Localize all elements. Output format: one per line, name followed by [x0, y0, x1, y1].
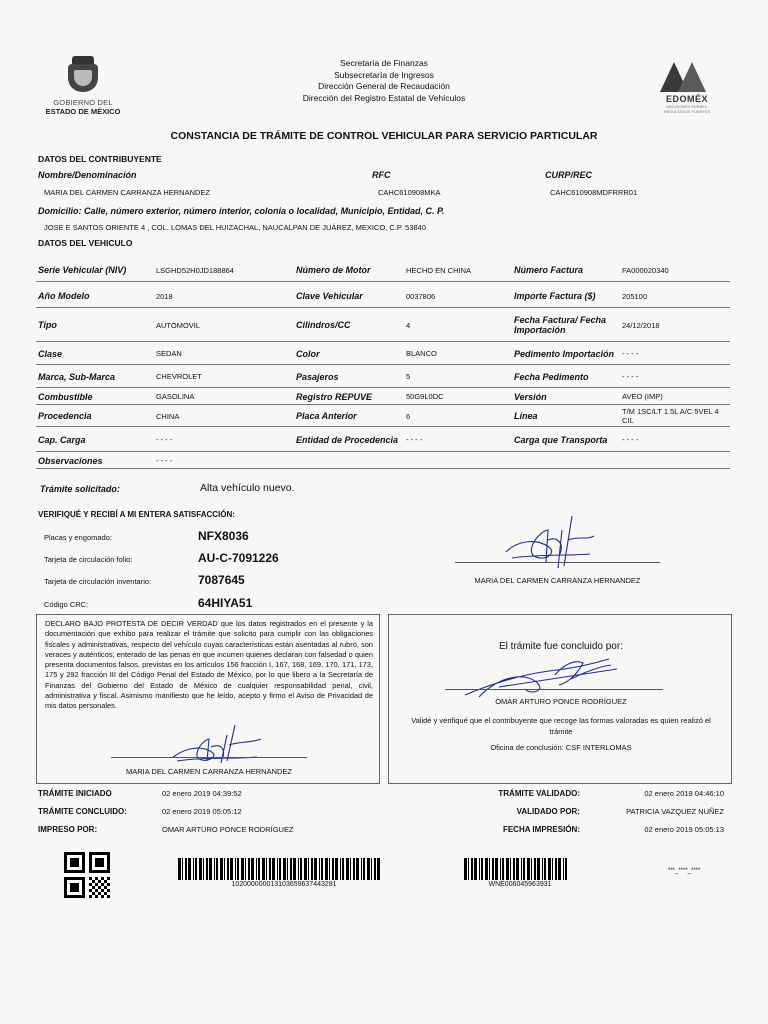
folio-label: Tarjeta de circulación folio:: [44, 555, 133, 564]
domicilio-label: Domicilio: Calle, número exterior, número interior, colonia o localidad, Municipio, Entidad, C. P.: [38, 206, 445, 216]
barcode-bar: [534, 858, 536, 880]
barcode-bar: [227, 858, 229, 880]
barcode-bar: [279, 858, 281, 880]
edomex-mountain-icon: [652, 60, 722, 92]
barcode-bar: [256, 858, 257, 880]
qr-module: [107, 889, 110, 892]
barcode-bar: [523, 858, 525, 880]
vehicle-value: 50G9L0DC: [406, 392, 444, 401]
vehicle-label: Importe Factura ($): [514, 291, 596, 301]
barcode-bar: [220, 858, 223, 880]
barcode-1-text: 10200000001310365963744328​1: [231, 881, 337, 888]
vehicle-label: Placa Anterior: [296, 411, 357, 421]
header-line: Secretaría de Finanzas: [340, 58, 428, 68]
barcode-bar: [188, 858, 191, 880]
declaracion-signature-icon: [167, 721, 267, 767]
barcode-bar: [195, 858, 197, 880]
vehicle-label: Año Modelo: [38, 291, 90, 301]
vehicle-value: - - - -: [156, 435, 173, 444]
impreso-por-value: OMAR ARTURO PONCE RODRÍGUEZ: [162, 825, 294, 834]
tramite-signer: MARIA DEL CARMEN CARRANZA HERNANDEZ: [474, 576, 641, 585]
header-line: Dirección del Registro Estatal de Vehículos: [302, 92, 466, 103]
vehicle-value: 2018: [156, 291, 173, 301]
barcode-bar: [321, 858, 323, 880]
vehicle-label: Marca, Sub-Marca: [38, 371, 116, 382]
name-value: MARIA DEL CARMEN CARRANZA HERNANDEZ: [44, 188, 210, 197]
vehicle-value: AVEO (IMP): [622, 392, 663, 401]
barcode-bar: [329, 858, 330, 880]
declaracion-signer: MARIA DEL CARMEN CARRANZA HERNANDEZ: [126, 767, 292, 776]
barcode-bar: [206, 858, 208, 880]
tramite-validado-label: TRÁMITE VALIDADO:: [498, 789, 580, 798]
barcode-bar: [293, 858, 296, 880]
vehicle-label: Línea: [514, 411, 538, 421]
barcode-bar: [266, 858, 267, 880]
vehicle-value: GASOLINA: [156, 392, 195, 401]
barcode-bar: [237, 858, 239, 880]
barcode-bar: [224, 858, 225, 880]
barcode-bar: [481, 858, 483, 880]
placas-value: NFX8036: [198, 529, 249, 543]
qr-module: [70, 883, 79, 892]
barcode-bar: [485, 858, 488, 880]
brand-tag2: RESULTADOS FUERTES: [663, 109, 711, 114]
vehicle-value: 0037806: [406, 291, 436, 301]
declaracion-box: [36, 614, 380, 784]
barcode-bar: [527, 858, 530, 880]
barcode-bar: [178, 858, 181, 880]
barcode-bar: [558, 858, 561, 880]
barcode-bar: [216, 858, 218, 880]
crc-value: 64HIYA51: [198, 596, 253, 610]
barcode-bar: [531, 858, 532, 880]
qr-module: [70, 858, 79, 867]
barcode-bar: [272, 858, 275, 880]
barcode-bar: [290, 858, 292, 880]
vehicle-value: - - - -: [622, 372, 639, 381]
conclusion-box: [388, 614, 732, 784]
edomex-logo: [652, 60, 722, 114]
barcode-bar: [537, 858, 540, 880]
vehicle-label: Número de Motor: [296, 265, 371, 275]
vehicle-label: Registro REPUVE: [296, 391, 373, 402]
vehicle-label: Carga que Transporta: [514, 434, 608, 445]
qr-module: [107, 895, 110, 898]
inventario-label: Tarjeta de circulación inventario:: [44, 577, 152, 586]
barcode-bar: [502, 858, 504, 880]
vehicle-label: Entidad de Procedencia: [296, 434, 399, 445]
barcode-2-icon: [464, 858, 576, 880]
brand-name: EDOMÉX: [665, 94, 708, 104]
barcode-bar: [308, 858, 309, 880]
barcode-bar: [319, 858, 320, 880]
barcode-1: [178, 858, 390, 888]
barcode-1-icon: [178, 858, 390, 880]
vehicle-value: - - - -: [622, 349, 639, 358]
barcode-bar: [361, 858, 362, 880]
vehicle-label: Combustible: [38, 391, 93, 402]
vehicle-label: Serie Vehicular (NIV): [38, 265, 127, 275]
vehicle-value: HECHO EN CHINA: [406, 265, 472, 275]
barcode-bar: [363, 858, 365, 880]
vehicle-label: Clave Vehicular: [296, 291, 363, 301]
fecha-impresion-label: FECHA IMPRESIÓN:: [502, 825, 580, 834]
barcode-bar: [298, 858, 299, 880]
barcode-bar: [287, 858, 288, 880]
barcode-bar: [374, 858, 376, 880]
document-title: CONSTANCIA DE TRÁMITE DE CONTROL VEHICULAR PARA SERVICIO PARTICULAR: [170, 130, 598, 142]
barcode-bar: [203, 858, 204, 880]
gov-line1: GOBIERNO DEL: [53, 98, 113, 107]
conclusion-title: El trámite fue concluido por:: [499, 641, 623, 652]
fecha-impresion-value: 02 enero 2019 05:05:13: [644, 825, 724, 834]
vehicle-value: - - - -: [406, 435, 423, 444]
barcode-bar: [377, 858, 380, 880]
vehicle-value: CHINA: [156, 411, 180, 421]
barcode-bar: [479, 858, 480, 880]
name-label: Nombre/Denominación: [38, 170, 137, 180]
barcode-bar: [248, 858, 250, 880]
qr-module: [95, 858, 104, 867]
barcode-bar: [350, 858, 351, 880]
barcode-bar: [353, 858, 355, 880]
domicilio-value: JOSE E SANTOS ORIENTE 4 , COL. LOMAS DEL HUIZACHAL, NAUCALPAN DE JUÁREZ, MEXICO, C.P. 53840: [44, 223, 426, 232]
vehicle-label: Pasajeros: [296, 371, 339, 382]
barcode-bar: [495, 858, 498, 880]
rfc-label: RFC: [372, 170, 391, 180]
barcode-bar: [346, 858, 349, 880]
vehicle-value: - - - -: [156, 456, 173, 465]
barcode-bar: [332, 858, 334, 880]
vehicle-value: AUTOMOVIL: [156, 320, 201, 330]
barcode-bar: [251, 858, 254, 880]
placas-label: Placas y engomado:: [44, 533, 112, 542]
barcode-bar: [500, 858, 501, 880]
vehicle-label: Cilindros/CC: [296, 320, 351, 330]
qr-module: [101, 895, 104, 898]
section-contribuyente: DATOS DEL CONTRIBUYENTE: [38, 154, 162, 164]
barcode-bar: [277, 858, 278, 880]
barcode-bar: [182, 858, 183, 880]
brand-tag1: DECISIONES FIRMES,: [665, 104, 708, 109]
tramite-concluido-label: TRÁMITE CONCLUIDO:: [38, 807, 127, 816]
barcode-bar: [245, 858, 246, 880]
barcode-bar: [548, 858, 551, 880]
folio-value: AU-C-7091226: [198, 551, 279, 565]
tramite-value: Alta vehículo nuevo.: [200, 482, 295, 494]
gov-line2: ESTADO DE MÉXICO: [45, 107, 121, 116]
barcode-bar: [258, 858, 260, 880]
vehicle-value: T/M 1SC/LT 1.5L A/C 5VEL 4 CIL: [622, 407, 719, 425]
vehicle-label: Observaciones: [38, 455, 103, 466]
impreso-por-label: IMPRESO POR:: [38, 825, 98, 834]
tramite-iniciado-value: 02 enero 2019 04:39:52: [162, 789, 242, 798]
barcode-bar: [199, 858, 202, 880]
validado-por-value: PATRICIA VAZQUEZ NUÑEZ: [626, 807, 724, 816]
vehicle-value: BLANCO: [406, 349, 437, 358]
header-line: Dirección General de Recaudación: [318, 81, 450, 91]
barcode-bar: [342, 858, 344, 880]
qr-module: [89, 895, 92, 898]
conclusion-note: Validé y verifiqué que el contribuyente que recoge las formas valoradas es quien realizó el trámite: [411, 716, 711, 736]
barcode-bar: [241, 858, 244, 880]
barcode-bar: [314, 858, 317, 880]
crc-label: Código CRC:: [44, 600, 89, 609]
vehicle-label: Clase: [38, 348, 63, 359]
barcode-bar: [367, 858, 370, 880]
qr-code-icon: [64, 852, 110, 898]
vehicle-label: Cap. Carga: [38, 434, 86, 445]
vehicle-label: Versión: [514, 391, 547, 402]
inventario-value: 7087645: [198, 573, 245, 587]
barcode-2-text: WNE006045963931: [488, 881, 552, 888]
barcode-bar: [513, 858, 515, 880]
vehicle-value: 24/12/2018: [622, 320, 660, 330]
barcode-2: [464, 858, 576, 888]
declaracion-text: DECLARO BAJO PROTESTA DE DECIR VERDAD que los datos registrados en el presente y la documentación que exhibo para realizar el trámite que solicito para cumplir con las obligaciones fiscales y administrativas, respecto del vehículo cuyas características están asentadas al rubro, son veraces y auténticos; enterado de las penas en que incurren quienes declaran con falsedad o quien presenta documentos falsos, previstas en los artículos 156 fracción I, 167, 168, 169, 170, 171, 173, 175 y 292 fracción III del Código Penal del Estado de México, por lo que libero a la Secretaría de Finanzas del Gobierno del Estado de México de cualquier responsabilidad penal, civil, administrativa y fiscal. Asimismo manifiesto que he leído, acepto y firmo el Aviso de Privacidad de mis datos personales.: [45, 619, 373, 711]
barcode-bar: [356, 858, 359, 880]
vehicle-value: FA000020340: [622, 265, 669, 275]
barcode-bar: [335, 858, 338, 880]
barcode-bar: [235, 858, 236, 880]
vehicle-value: 5: [406, 372, 411, 381]
barcode-bar: [468, 858, 469, 880]
barcode-bar: [506, 858, 509, 880]
conclusion-officer: OMAR ARTURO PONCE RODRÍGUEZ: [495, 697, 627, 706]
barcode-bar: [544, 858, 546, 880]
vehicle-label: Tipo: [38, 320, 57, 330]
vehicle-value: 205100: [622, 291, 648, 301]
vehicle-value: 6: [406, 411, 411, 421]
barcode-bar: [209, 858, 212, 880]
barcode-bar: [262, 858, 265, 880]
curp-value: CAHC610908MDFRRR01: [550, 188, 638, 197]
vehicle-label: Pedimento Importación: [514, 348, 615, 359]
barcode-bar: [340, 858, 341, 880]
qr-module: [95, 895, 98, 898]
rfc-value: CAHC610908MKA: [378, 188, 441, 197]
barcode-bar: [300, 858, 302, 880]
tramite-iniciado-label: TRÁMITE INICIADO: [38, 789, 112, 798]
barcode-bar: [325, 858, 328, 880]
barcode-bar: [193, 858, 194, 880]
tramite-label: Trámite solicitado:: [40, 484, 120, 494]
barcode-bar: [474, 858, 477, 880]
vehicle-label: Color: [296, 348, 320, 359]
barcode-bar: [489, 858, 490, 880]
header-line: Subsecretaría de Ingresos: [334, 69, 434, 80]
qr-module: [107, 883, 110, 886]
conclusion-signature-icon: [459, 645, 619, 703]
barcode-bar: [555, 858, 557, 880]
vehicle-label: Número Factura: [514, 265, 584, 275]
barcode-bar: [185, 858, 187, 880]
validado-por-label: VALIDADO POR:: [516, 807, 580, 816]
barcode-bar: [552, 858, 553, 880]
barcode-bar: [371, 858, 372, 880]
qr-module: [107, 877, 110, 880]
barcode-bar: [565, 858, 567, 880]
barcode-bar: [471, 858, 473, 880]
stars-text: ***_****_****: [668, 868, 701, 874]
vehicle-value: - - - -: [622, 435, 639, 444]
vehicle-value: CHEVROLET: [156, 372, 202, 381]
vehicle-label: Procedencia: [38, 411, 92, 421]
conclusion-office: Oficina de conclusión: CSF INTERLOMAS: [490, 743, 632, 752]
tramite-concluido-value: 02 enero 2019 05:05:12: [162, 807, 242, 816]
barcode-bar: [464, 858, 467, 880]
barcode-bar: [230, 858, 233, 880]
vehicle-label: Fecha Factura/ Fecha Importación: [514, 315, 607, 335]
barcode-bar: [283, 858, 286, 880]
section-vehiculo: DATOS DEL VEHICULO: [38, 238, 133, 248]
verif-title: VERIFIQUÉ Y RECIBÍ A MI ENTERA SATISFACCIÓN:: [38, 510, 235, 519]
vehicle-value: SEDAN: [156, 349, 182, 358]
barcode-bar: [214, 858, 215, 880]
barcode-bar: [510, 858, 511, 880]
barcode-bar: [521, 858, 522, 880]
barcode-bar: [304, 858, 307, 880]
vehicle-value: 4: [406, 320, 411, 330]
vehicle-label: Fecha Pedimento: [514, 371, 589, 382]
barcode-bar: [516, 858, 519, 880]
barcode-bar: [542, 858, 543, 880]
barcode-bar: [492, 858, 494, 880]
curp-label: CURP/REC: [545, 170, 593, 180]
vehicle-value: LSGHD52H0JD188864: [156, 265, 234, 275]
barcode-bar: [563, 858, 564, 880]
barcode-bar: [269, 858, 271, 880]
tramite-validado-value: 02 enero 2019 04:46:10: [644, 789, 724, 798]
barcode-bar: [311, 858, 313, 880]
